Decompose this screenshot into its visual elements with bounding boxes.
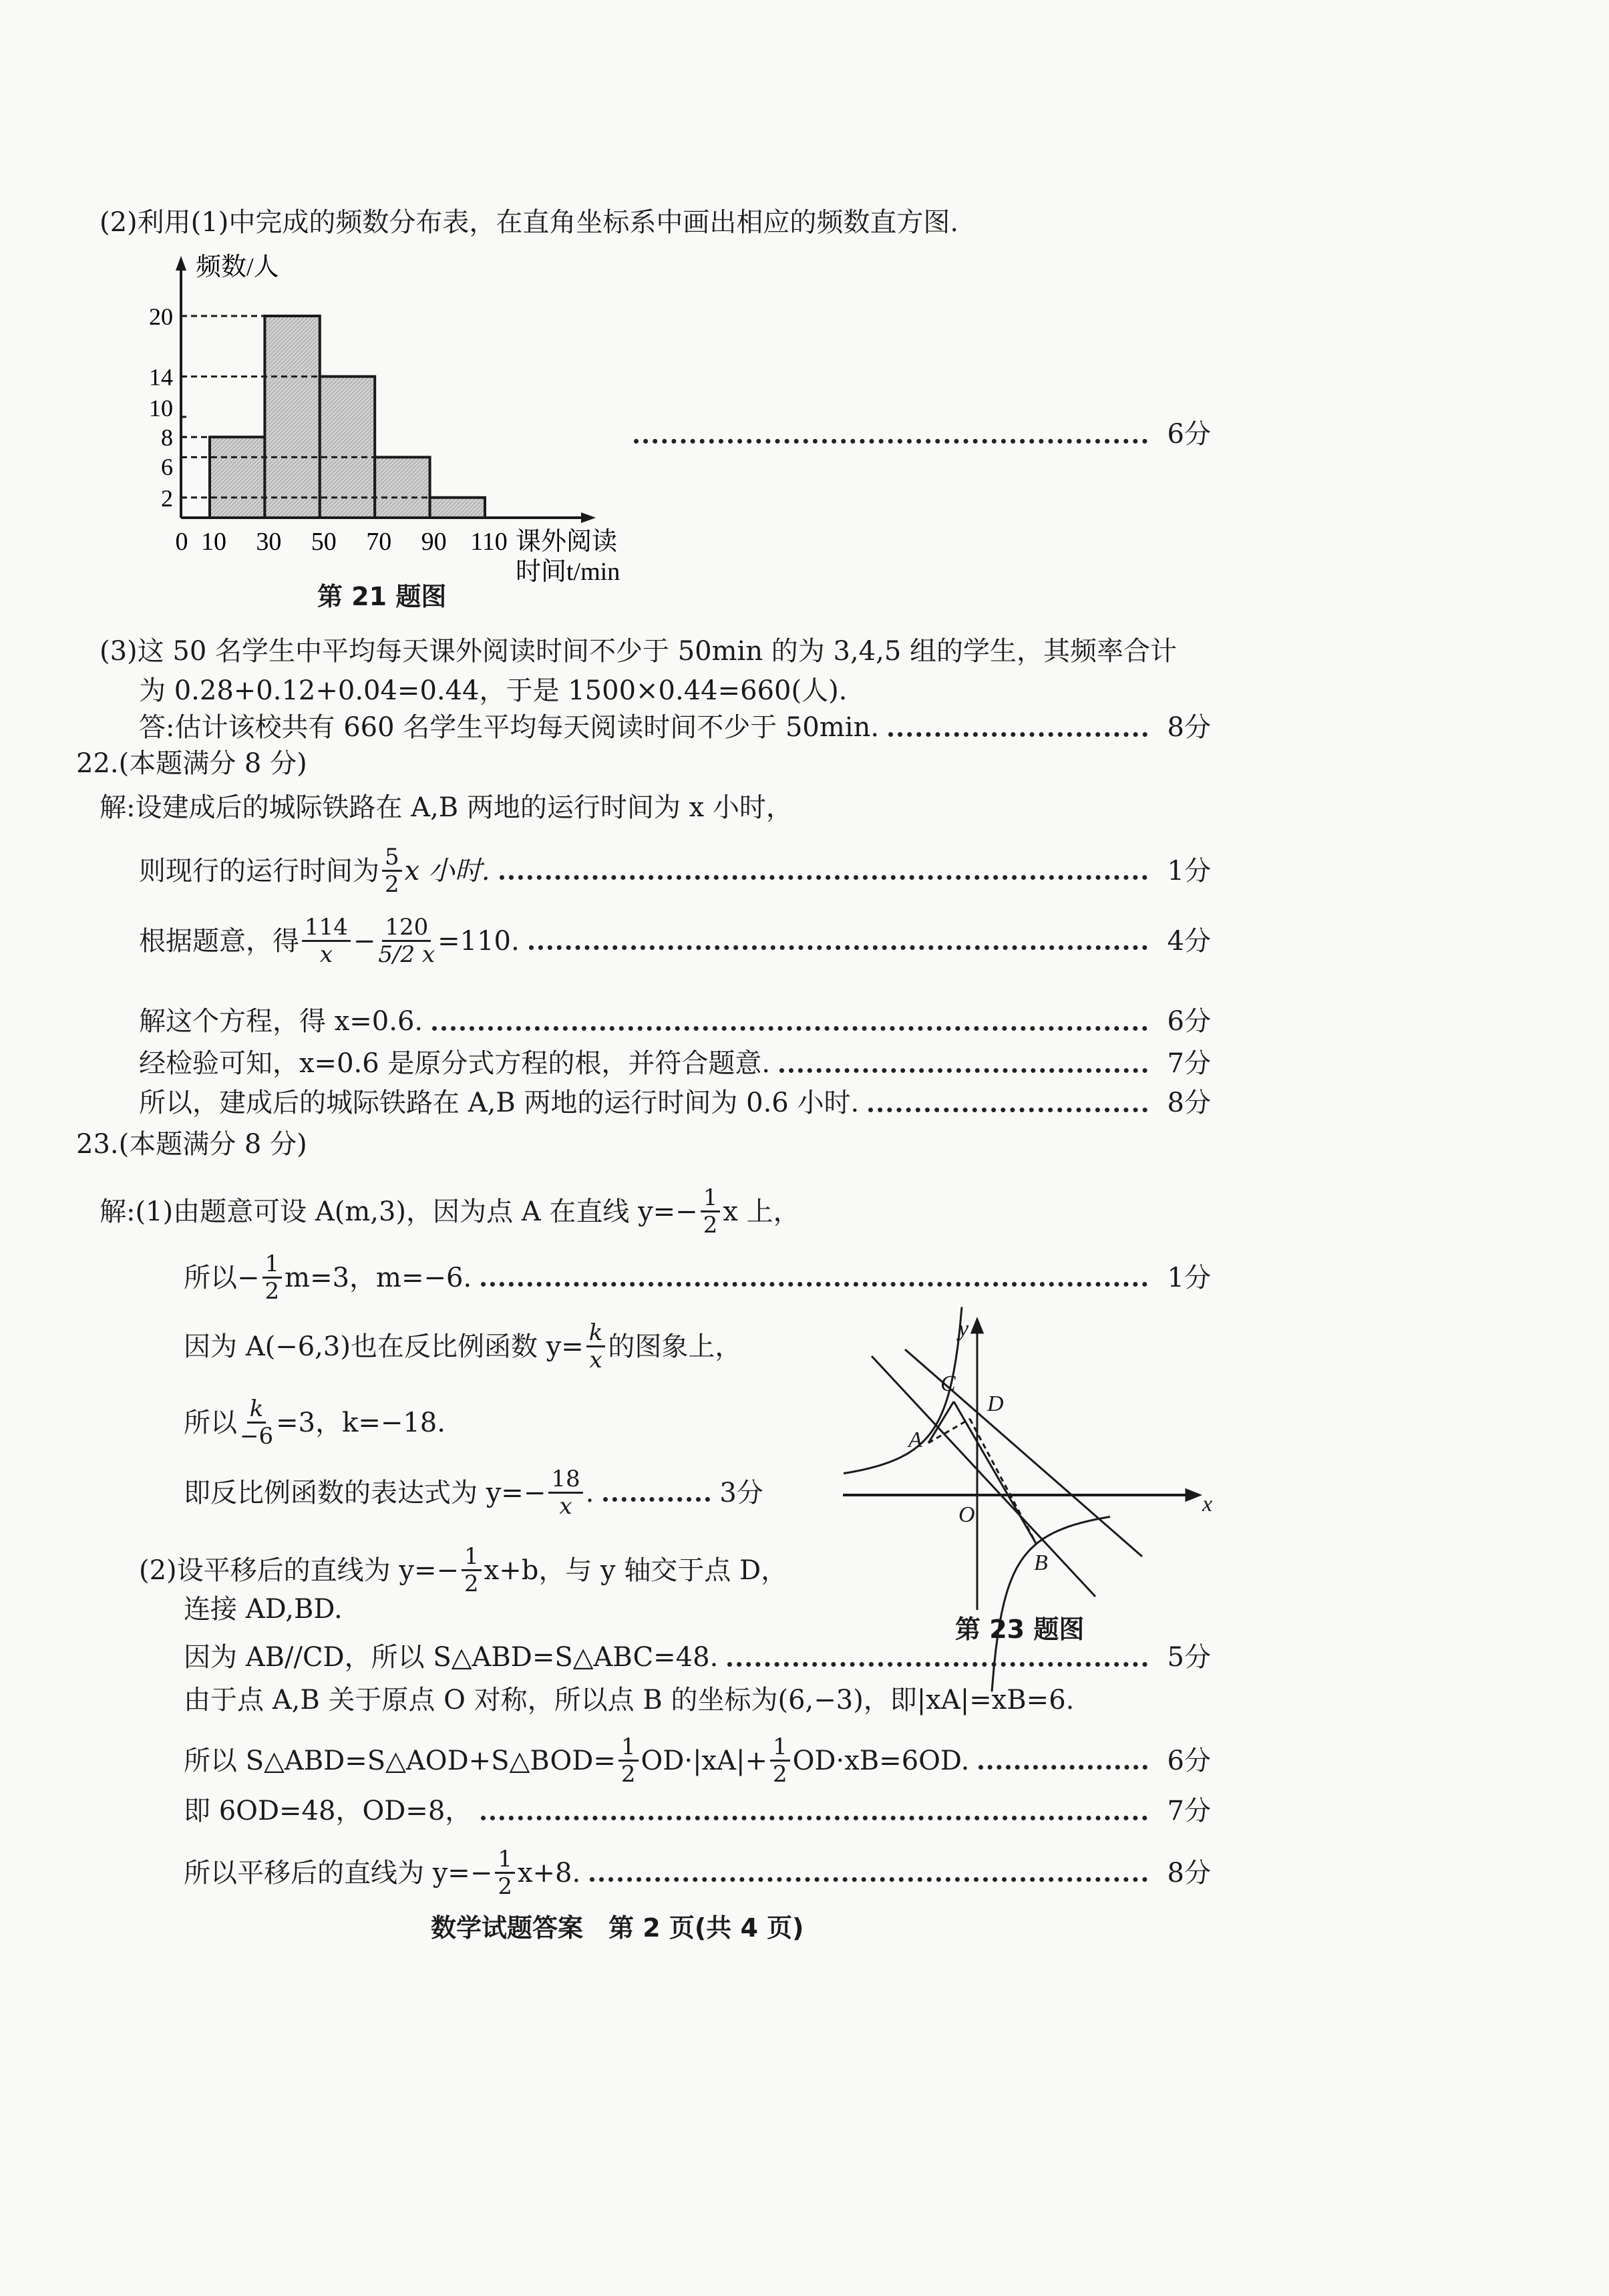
denominator: −6 bbox=[240, 1423, 274, 1450]
text: − bbox=[353, 925, 376, 957]
x-axis-label: x bbox=[1202, 1492, 1213, 1516]
denominator: 5/2 x bbox=[378, 941, 435, 968]
y-tick-label: 14 bbox=[149, 363, 173, 391]
score: 1分 bbox=[1167, 1262, 1211, 1293]
q21-part3-text: (3)这 50 名学生中平均每天课外阅读时间不少于 50min 的为 3,4,5 组的学生，其频率合计 bbox=[100, 636, 1178, 667]
y-tick-label: 2 bbox=[161, 484, 173, 512]
numerator: 1 bbox=[701, 1185, 721, 1212]
text: 则现行的运行时间为 bbox=[139, 855, 379, 886]
figure-21-caption: 第 21 题图 bbox=[317, 582, 447, 611]
y-tick-label: 20 bbox=[149, 303, 173, 330]
y-axis-arrow bbox=[972, 1319, 982, 1333]
x-axis-label: 课外阅读 bbox=[516, 528, 618, 556]
q21-part2-text: (2)利用(1)中完成的频数分布表，在直角坐标系中画出相应的频数直方图. bbox=[100, 207, 959, 238]
point-c-label: C bbox=[940, 1371, 956, 1396]
text: 因为 AB//CD，所以 S△ABD=S△ABC=48. bbox=[184, 1642, 719, 1673]
text: OD·|xA|+ bbox=[641, 1745, 767, 1776]
text: 所以 S△ABD=S△AOD+S△BOD= bbox=[184, 1745, 616, 1776]
y-tick-label: 10 bbox=[149, 395, 173, 422]
text: x+b，与 y 轴交于点 D， bbox=[484, 1554, 788, 1586]
text: m=3，m=−6. bbox=[285, 1262, 472, 1293]
text: 解这个方程，得 x=0.6. bbox=[139, 1006, 423, 1037]
text: 即 6OD=48，OD=8， bbox=[184, 1796, 472, 1826]
denominator: x bbox=[319, 941, 333, 968]
denominator: 2 bbox=[264, 1278, 280, 1305]
figure-23-caption: 第 23 题图 bbox=[955, 1615, 1085, 1644]
x-axis-arrow bbox=[1186, 1490, 1200, 1500]
q22-heading: 22.(本题满分 8 分) bbox=[76, 748, 307, 779]
denominator: 2 bbox=[498, 1873, 512, 1900]
score: 6分 bbox=[1167, 1006, 1211, 1037]
numerator: 1 bbox=[618, 1734, 639, 1762]
score: 8分 bbox=[1167, 712, 1211, 743]
numerator: 1 bbox=[462, 1544, 482, 1571]
x-tick-label: 10 bbox=[201, 528, 226, 556]
text: =110. bbox=[437, 925, 520, 957]
origin-label: O bbox=[958, 1502, 975, 1527]
denominator: 2 bbox=[385, 871, 399, 898]
denominator: x bbox=[589, 1347, 602, 1373]
y-tick-label: 8 bbox=[161, 424, 173, 452]
q23-heading: 23.(本题满分 8 分) bbox=[76, 1129, 307, 1160]
x-tick-label: 70 bbox=[366, 528, 392, 556]
x-axis-label-2: 时间t/min bbox=[516, 558, 620, 586]
text: x 上， bbox=[723, 1196, 800, 1227]
score: 6分 bbox=[1167, 419, 1211, 450]
text: OD·xB=6OD. bbox=[792, 1745, 970, 1776]
point-a-label: A bbox=[908, 1428, 922, 1452]
score: 8分 bbox=[1167, 1088, 1211, 1118]
score: 1分 bbox=[1167, 855, 1211, 886]
denominator: 2 bbox=[464, 1571, 479, 1597]
text: 所以，建成后的城际铁路在 A,B 两地的运行时间为 0.6 小时. bbox=[139, 1088, 860, 1118]
y-axis-label: y bbox=[958, 1317, 969, 1341]
x-tick-label: 110 bbox=[470, 528, 508, 556]
point-d-label: D bbox=[987, 1391, 1004, 1416]
denominator: 2 bbox=[620, 1761, 636, 1788]
score: 8分 bbox=[1167, 1857, 1211, 1889]
text: 所以− bbox=[184, 1262, 260, 1293]
numerator: 1 bbox=[770, 1734, 790, 1762]
x-tick-label: 50 bbox=[311, 528, 337, 556]
text: 所以平移后的直线为 y=− bbox=[184, 1857, 493, 1889]
y-axis-label: 频数/人 bbox=[196, 253, 279, 281]
numerator: 1 bbox=[262, 1251, 283, 1279]
x-tick-label: 0 bbox=[175, 528, 188, 556]
text: 解:(1)由题意可设 A(m,3)，因为点 A 在直线 y=− bbox=[100, 1196, 698, 1227]
q23-line: 连接 AD,BD. bbox=[184, 1594, 343, 1625]
answer-text: 答:估计该校共有 660 名学生平均每天阅读时间不少于 50min. bbox=[139, 712, 880, 743]
numerator: 5 bbox=[382, 844, 402, 872]
text: x 小时. bbox=[404, 855, 490, 886]
denominator: 2 bbox=[773, 1761, 787, 1788]
score: 3分 bbox=[719, 1477, 763, 1508]
score: 4分 bbox=[1167, 925, 1211, 957]
q21-part3-text-2: 为 0.28+0.12+0.04=0.44，于是 1500×0.44=660(人). bbox=[139, 675, 848, 706]
numerator: k bbox=[247, 1396, 266, 1424]
score: 7分 bbox=[1167, 1796, 1211, 1826]
point-b-label: B bbox=[1034, 1550, 1048, 1575]
text: (2)设平移后的直线为 y=− bbox=[139, 1554, 460, 1586]
text: 经检验可知，x=0.6 是原分式方程的根，并符合题意. bbox=[139, 1048, 771, 1079]
hyperbola-lower-branch bbox=[992, 1517, 1110, 1692]
score: 7分 bbox=[1167, 1048, 1211, 1079]
numerator: 114 bbox=[302, 915, 351, 942]
numerator: k bbox=[586, 1320, 606, 1347]
text: 根据题意，得 bbox=[139, 925, 299, 957]
line-ab bbox=[872, 1356, 1095, 1597]
denominator: x bbox=[559, 1493, 572, 1520]
y-tick-label: 6 bbox=[161, 454, 173, 481]
text: =3，k=−18. bbox=[276, 1407, 445, 1438]
x-tick-label: 90 bbox=[421, 528, 447, 556]
numerator: 120 bbox=[382, 915, 431, 942]
page-footer: 数学试题答案 第 2 页(共 4 页) bbox=[431, 1913, 804, 1943]
q22-line: 解:设建成后的城际铁路在 A,B 两地的运行时间为 x 小时， bbox=[100, 792, 793, 823]
text: 因为 A(−6,3)也在反比例函数 y= bbox=[184, 1331, 584, 1362]
score: 6分 bbox=[1167, 1745, 1211, 1776]
q23-line: 由于点 A,B 关于原点 O 对称，所以点 B 的坐标为(6,−3)，即|xA|=xB=6. bbox=[184, 1685, 1075, 1715]
numerator: 1 bbox=[495, 1846, 515, 1874]
denominator: 2 bbox=[703, 1212, 718, 1239]
text: 所以 bbox=[184, 1407, 237, 1438]
numerator: 18 bbox=[548, 1466, 582, 1494]
score: 5分 bbox=[1167, 1642, 1211, 1673]
text: 即反比例函数的表达式为 y=− bbox=[184, 1477, 546, 1508]
text: 的图象上， bbox=[608, 1331, 742, 1362]
text: x+8. bbox=[517, 1857, 581, 1889]
text: . bbox=[585, 1477, 594, 1508]
x-tick-label: 30 bbox=[256, 528, 282, 556]
